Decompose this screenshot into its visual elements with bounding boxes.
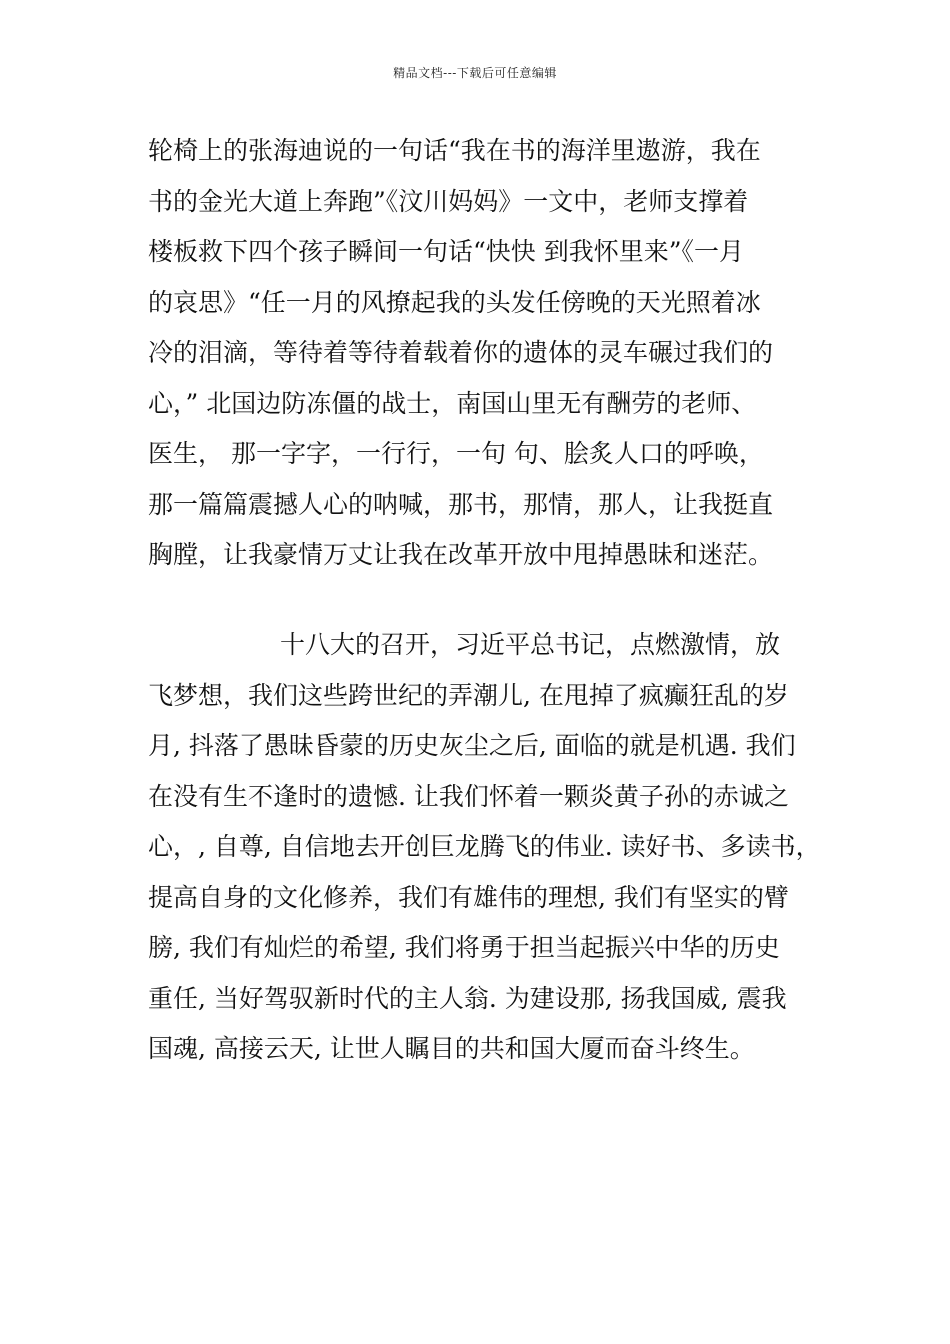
paragraph-2: [148, 620, 821, 1075]
text-line: 轮椅上的张海迪说的一句话“我在书的海洋里遨游，我在: [148, 136, 761, 165]
text-line: 那一篇篇震撼人心的呐喊，那书，那情，那人，让我挺直: [148, 489, 774, 519]
text-line: 飞梦想，我们这些跨世纪的弄潮儿, 在甩掉了疯癫狂乱的岁: [148, 680, 789, 710]
text-line: 国魂, 高接云天, 让世人瞩目的共和国大厦而奋斗终生。: [148, 1034, 755, 1063]
text-line: 重任, 当好驾驭新时代的主人翁. 为建设那, 扬我国威, 震我: [148, 983, 787, 1013]
text-line: 楼板救下四个孩子瞬间一句话“快快 到我怀里来”《一月: [148, 237, 745, 266]
text-line: 提高自身的文化修养，我们有雄伟的理想, 我们有坚实的臂: [148, 882, 789, 912]
paragraph-1: [148, 126, 810, 581]
text-line: 月, 抖落了愚昧昏蒙的历史灰尘之后, 面临的就是机遇. 我们: [148, 731, 796, 760]
text-line: 书的金光大道上奔跑”《汶川妈妈》一文中，老师支撑着: [148, 186, 749, 216]
text-line: 心，, 自尊, 自信地去开创巨龙腾飞的伟业. 读好书、多读书，: [148, 832, 821, 861]
text-line: 心，” 北国边防冻僵的战士，南国山里无有酬劳的老师、: [148, 388, 757, 418]
text-line: 胸膛，让我豪情万丈让我在改革开放中甩掉愚昧和迷茫。: [148, 540, 774, 569]
text-line-indented: 十八大的召开，习近平总书记，点燃激情，放: [280, 630, 781, 659]
text-line: 膀, 我们有灿烂的希望, 我们将勇于担当起振兴中华的历史: [148, 933, 780, 962]
text-line: 医生， 那一字字，一行行，一句 句、脍炙人口的呼唤，: [148, 439, 764, 468]
text-line: 冷的泪滴，等待着等待着载着你的遗体的灵车碾过我们的: [148, 338, 774, 367]
text-line: 的哀思》“任一月的风撩起我的头发任傍晚的天光照着冰: [148, 287, 761, 317]
text-line: 在没有生不逢时的遗憾. 让我们怀着一颗炎黄子孙的赤诚之: [148, 781, 789, 811]
page-header: 精品文档---下载后可任意编辑: [393, 66, 557, 80]
